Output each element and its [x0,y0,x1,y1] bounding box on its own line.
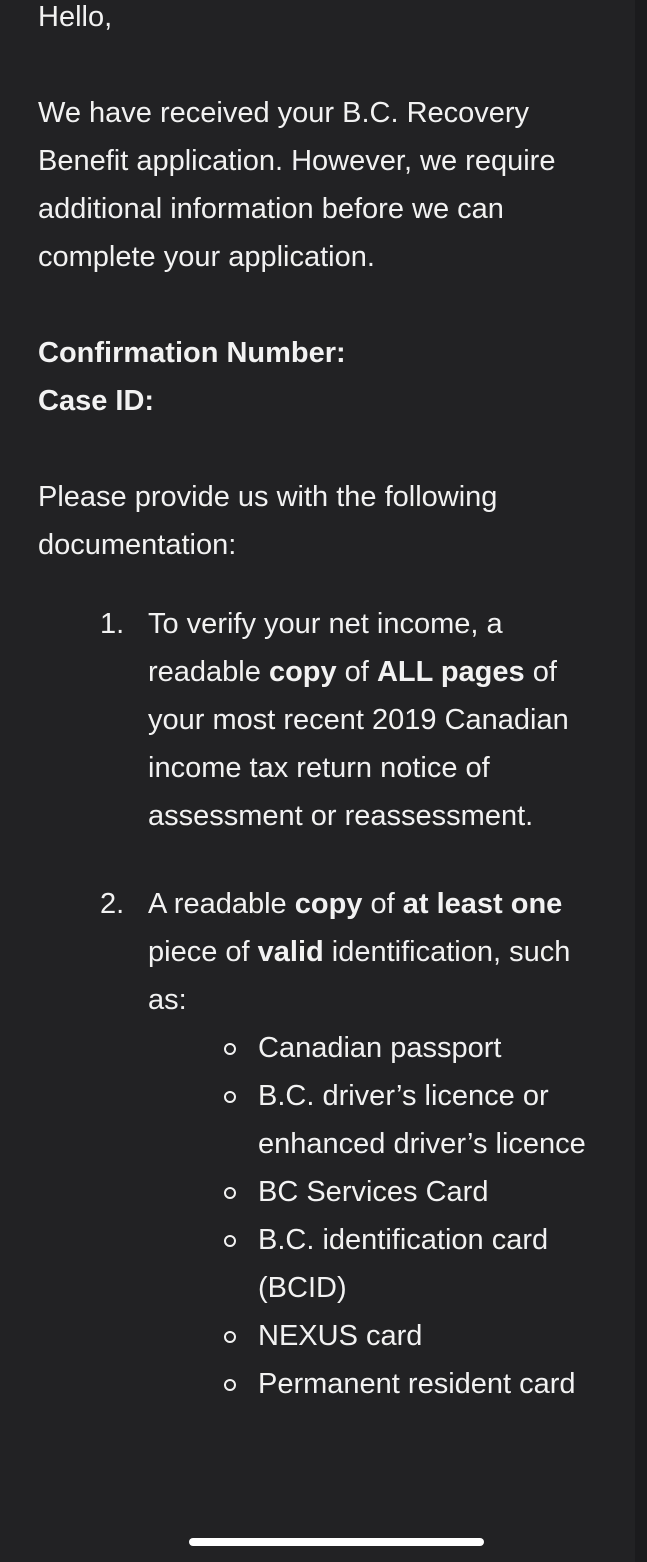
home-indicator[interactable] [189,1538,484,1546]
id-type-item [148,1168,608,1216]
id-type-item [148,1216,608,1312]
item-text: To verify your net income, a readable [148,608,503,688]
id-type-label: B.C. identification card (BCID) [258,1224,549,1304]
bullet-circle-icon [224,1235,236,1247]
confirmation-number-label: Confirmation Number: [38,337,346,369]
id-type-item [148,1024,608,1072]
item-text: identification, such as: [148,936,571,1016]
case-id-label: Case ID: [38,385,155,417]
id-type-list [148,1024,608,1408]
bullet-circle-icon [224,1379,236,1391]
id-type-item [148,1072,608,1168]
id-type-item [148,1360,608,1408]
list-item-number: 2. [100,888,125,920]
id-type-label: Permanent resident card [258,1368,576,1400]
item-text: of [362,888,403,920]
id-type-label: BC Services Card [258,1176,489,1208]
item-text: piece of [148,936,258,968]
id-type-label: NEXUS card [258,1320,423,1352]
bullet-circle-icon [224,1043,236,1055]
item-emphasis: at least one [402,888,563,920]
item-text: of [336,656,377,688]
bullet-circle-icon [224,1331,236,1343]
item-emphasis: ALL pages [376,656,525,688]
bullet-circle-icon [224,1187,236,1199]
item-emphasis: copy [294,888,363,920]
request-paragraph: Please provide us with the following documentation: [38,481,498,561]
id-type-label: B.C. driver’s licence or enhanced driver’s licence [258,1080,586,1160]
documentation-list [38,600,608,1408]
greeting: Hello, [38,1,113,33]
item-text: of your most recent 2019 Canadian income tax return notice of assessment or reassessment. [148,656,569,832]
email-body [38,0,608,1408]
intro-paragraph: We have received your B.C. Recovery Benefit application. However, we require additional information before we can complete your application. [38,97,556,273]
item-text: A readable [148,888,295,920]
id-type-label: Canadian passport [258,1032,502,1064]
list-item [38,600,608,840]
item-emphasis: valid [257,936,324,968]
list-item [38,880,608,1408]
scroll-edge [635,0,647,1562]
id-type-item [148,1312,608,1360]
bullet-circle-icon [224,1091,236,1103]
item-emphasis: copy [268,656,337,688]
list-item-number: 1. [100,608,125,640]
